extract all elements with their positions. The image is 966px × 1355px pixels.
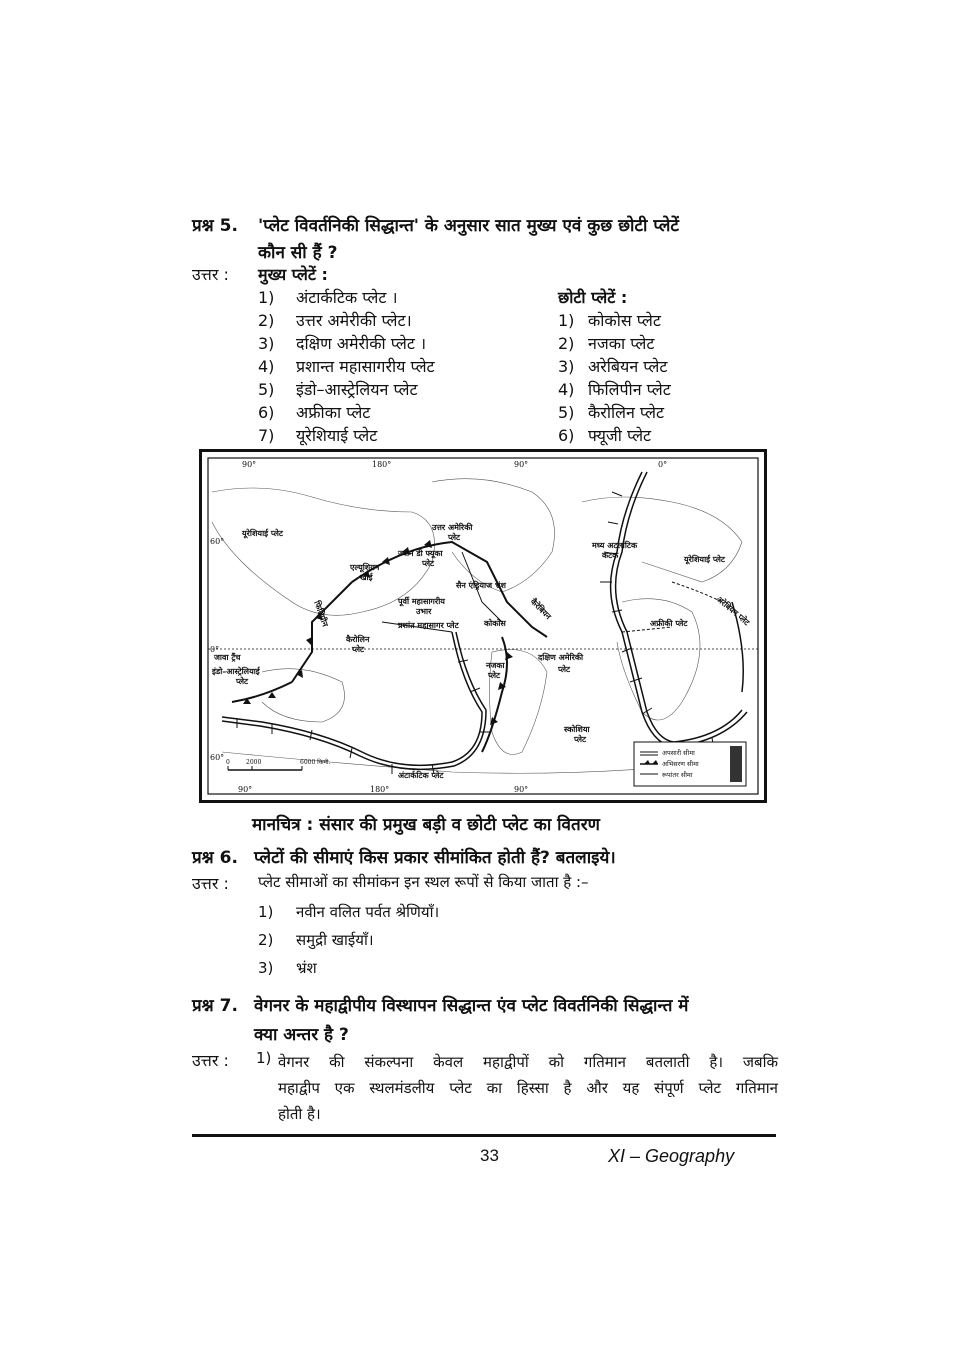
list-item: 2) उत्तर अमेरीकी प्लेट। — [258, 311, 412, 330]
page-number: 33 — [480, 1146, 499, 1165]
minor-plates-list — [558, 309, 671, 447]
list-item: 6) अफ्रीका प्लेट — [258, 403, 371, 422]
question-text: वेगनर के महाद्वीपीय विस्थापन सिद्धान्त एंव प्लेट विवर्तनिकी सिद्धान्त में — [254, 996, 689, 1016]
list-item: 6) फ्यूजी प्लेट — [558, 426, 652, 445]
map-label: नजका — [486, 661, 505, 670]
degree-label: 60° — [210, 753, 225, 762]
map-label: प्रशांत महासागर प्लेट — [398, 621, 459, 630]
map-label: कोकोस — [484, 619, 506, 628]
map-label: प्लेट — [236, 677, 249, 686]
answer-text: प्लेट सीमाओं का सीमांकन इन स्थल रूपों से किया जाता है :– — [258, 873, 589, 891]
degree-label: 0° — [658, 460, 668, 469]
answer-text: वेगनर की संकल्पना केवल महाद्वीपों को गतिमान बतलाती है। जबकि महाद्वीप एक स्थलमंडलीय प्लेट का हिस्सा है और यह संपूर्ण प्लेट गतिमान होती है। — [278, 1053, 778, 1123]
map-label: प्लेट — [422, 559, 435, 568]
question-6 — [192, 845, 616, 868]
convergent-boundaries — [232, 542, 547, 752]
degree-label: 90° — [242, 460, 257, 469]
map-legend — [634, 742, 746, 786]
map-label: इंडो–आस्ट्रेलियाई — [212, 667, 260, 676]
major-plates-list — [258, 286, 435, 447]
list-item: 5) कैरोलिन प्लेट — [558, 403, 665, 422]
degree-label: 90° — [238, 785, 253, 794]
degree-label: 180° — [370, 785, 390, 794]
answer-label: उत्तर : — [192, 265, 229, 284]
map-label: उत्तर अमेरिकी — [432, 523, 473, 532]
list-item: 3) दक्षिण अमेरीकी प्लेट । — [258, 334, 427, 353]
list-item: 1) नवीन वलित पर्वत श्रेणियाँ। — [258, 903, 440, 921]
answer-num: 1) — [256, 1049, 272, 1067]
map-label: पूर्वी महासागरीय — [398, 597, 445, 606]
question-label: प्रश्न 6. — [192, 848, 238, 868]
map-label: प्लेट — [488, 671, 501, 680]
degree-label: 0° — [210, 645, 220, 654]
map-label: फिलिपीन — [312, 599, 330, 628]
degree-label: 90° — [514, 785, 529, 794]
map-label: प्लेट — [352, 645, 365, 654]
map-label: एल्यूशियन — [350, 563, 380, 572]
degree-label: 180° — [372, 460, 392, 469]
major-plates-heading: मुख्य प्लेटें : — [258, 265, 328, 284]
list-item: 7) यूरेशियाई प्लेट — [258, 426, 378, 445]
answer-label: उत्तर : — [192, 1051, 229, 1070]
question-label: प्रश्न 7. — [192, 996, 238, 1016]
map-label: मध्य अटलांटिक — [592, 541, 638, 550]
list-item: 2) नजका प्लेट — [558, 334, 655, 353]
svg-text:2000: 2000 — [246, 759, 262, 766]
list-item: 5) इंडो–आस्ट्रेलियन प्लेट — [258, 380, 418, 399]
map-label: प्लेट — [448, 533, 461, 542]
map-label: अंटार्कटिक प्लेट — [398, 771, 444, 780]
question-5 — [192, 213, 792, 263]
plate-map-svg — [202, 452, 764, 800]
map-label: प्लेट — [574, 735, 587, 744]
map-label: कटक — [602, 551, 619, 560]
plate-map — [199, 449, 767, 803]
question-text: प्लेटों की सीमाएं किस प्रकार सीमांकित होती हैं? बतलाइये। — [254, 848, 616, 868]
list-item: 4) फिलिपीन प्लेट — [558, 380, 671, 399]
map-label: स्कोशिया — [564, 725, 590, 734]
list-item: 1) कोकोस प्लेट — [558, 311, 661, 330]
degree-label: 60° — [210, 537, 225, 546]
map-label: यूरेशियाई प्लेट — [684, 555, 725, 564]
map-label: कैरोलिन — [346, 635, 370, 644]
map-caption: मानचित्र : संसार की प्रमुख बड़ी व छोटी प्लेट का वितरण — [252, 815, 600, 835]
legend-transform: रूपांतर सीमा — [662, 771, 693, 779]
minor-plates-heading: छोटी प्लेटें : — [558, 288, 628, 307]
degree-label: 90° — [514, 460, 529, 469]
map-label: कैरेबियन — [528, 597, 553, 622]
question-text: 'प्लेट विवर्तनिकी सिद्धान्त' के अनुसार सात मुख्य एवं कुछ छोटी प्लेटें — [258, 216, 679, 236]
footer-rule — [192, 1134, 776, 1137]
list-item: 3) अरेबियन प्लेट — [558, 357, 668, 376]
list-item: 4) प्रशान्त महासागरीय प्लेट — [258, 357, 435, 376]
book-title: XI – Geography — [608, 1146, 735, 1166]
question-label: प्रश्न 5. — [192, 216, 238, 236]
map-label: ज्वान डी फ्यूका — [398, 549, 443, 558]
map-label: अफ्रीकी प्लेट — [650, 619, 688, 628]
legend-divergent: अपसारी सीमा — [662, 749, 695, 757]
list-item: 1) अंटार्कटिक प्लेट । — [258, 288, 398, 307]
map-label: खाई — [360, 573, 373, 582]
question-text-cont: कौन सी हैं ? — [258, 243, 338, 263]
q6-list — [258, 898, 439, 982]
map-label: अरेबियन प्लेट — [714, 594, 752, 628]
question-text-cont: क्या अन्तर है ? — [254, 1025, 349, 1045]
svg-text:0: 0 — [226, 759, 230, 766]
map-label: जावा ट्रैंच — [214, 653, 241, 662]
map-label: प्लेट — [558, 665, 571, 674]
legend-convergent: अभिसरण सीमा — [662, 760, 699, 768]
map-label: सैन एंड्रियाज भ्रंश — [456, 581, 506, 590]
map-label: दक्षिण अमेरिकी — [538, 653, 584, 662]
svg-text:6000 किमी.: 6000 किमी. — [300, 759, 331, 766]
list-item: 3) भ्रंश — [258, 959, 317, 977]
question-7 — [192, 993, 792, 1045]
scale-bar — [226, 758, 330, 770]
map-label: उभार — [416, 607, 432, 616]
map-label: यूरेशियाई प्लेट — [242, 529, 283, 538]
answer-label: उत्तर : — [192, 874, 229, 893]
list-item: 2) समुद्री खाईयाँ। — [258, 931, 374, 949]
